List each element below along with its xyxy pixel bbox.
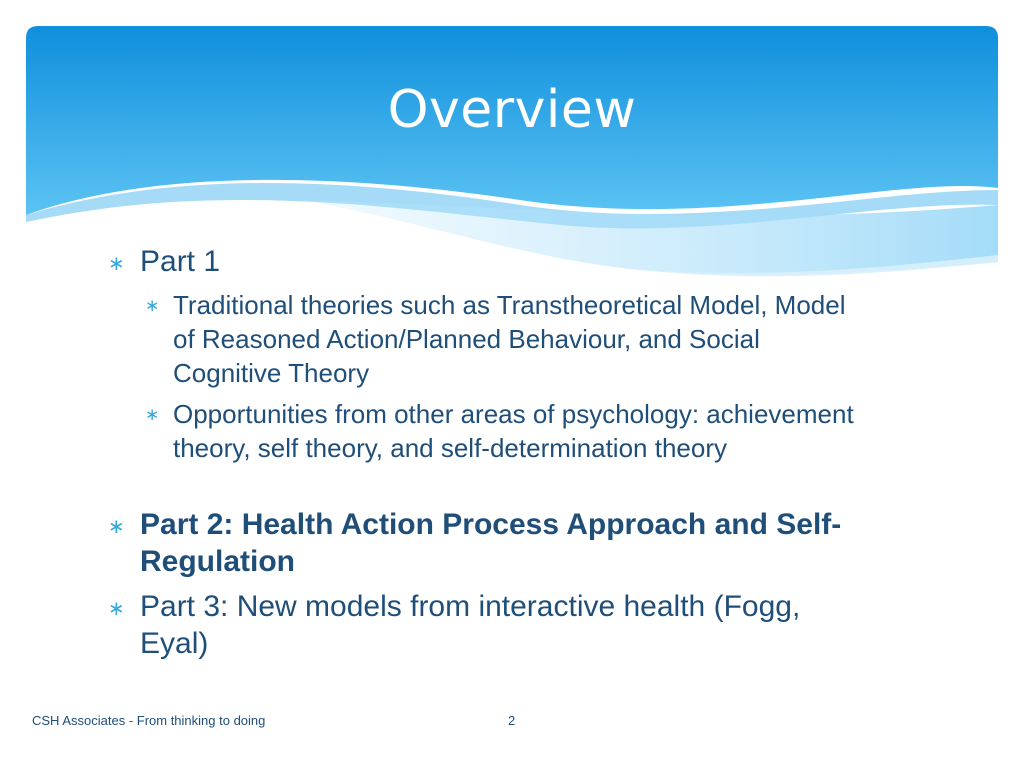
bullet-text: Part 3: New models from interactive health (Fogg, Eyal) (140, 590, 801, 660)
slide-title: Overview (387, 80, 637, 140)
bullet-part-3 (108, 588, 870, 662)
asterisk-bullet-icon: ∗ (108, 596, 125, 620)
bullet-text: Part 2: Health Action Process Approach and Self-Regulation (140, 508, 842, 578)
footer-company: CSH Associates - From thinking to doing (32, 713, 266, 728)
bullet-part-1 (108, 243, 900, 280)
sub-bullet-other-psychology (145, 397, 918, 465)
asterisk-bullet-icon: ∗ (145, 405, 160, 425)
page-number: 2 (508, 713, 516, 728)
sub-bullet-traditional-theories (145, 288, 873, 390)
bullet-part-2 (108, 506, 860, 580)
asterisk-bullet-icon: ∗ (108, 514, 125, 538)
sub-bullet-text: Traditional theories such as Transtheoretical Model, Model of Reasoned Action/Planned Behaviour, and Social Cognitive Theory (173, 290, 846, 388)
bullet-text: Part 1 (140, 245, 221, 278)
asterisk-bullet-icon: ∗ (108, 251, 125, 275)
sub-bullet-text: Opportunities from other areas of psychology: achievement theory, self theory, and self-determination theory (173, 399, 854, 463)
asterisk-bullet-icon: ∗ (145, 296, 160, 316)
